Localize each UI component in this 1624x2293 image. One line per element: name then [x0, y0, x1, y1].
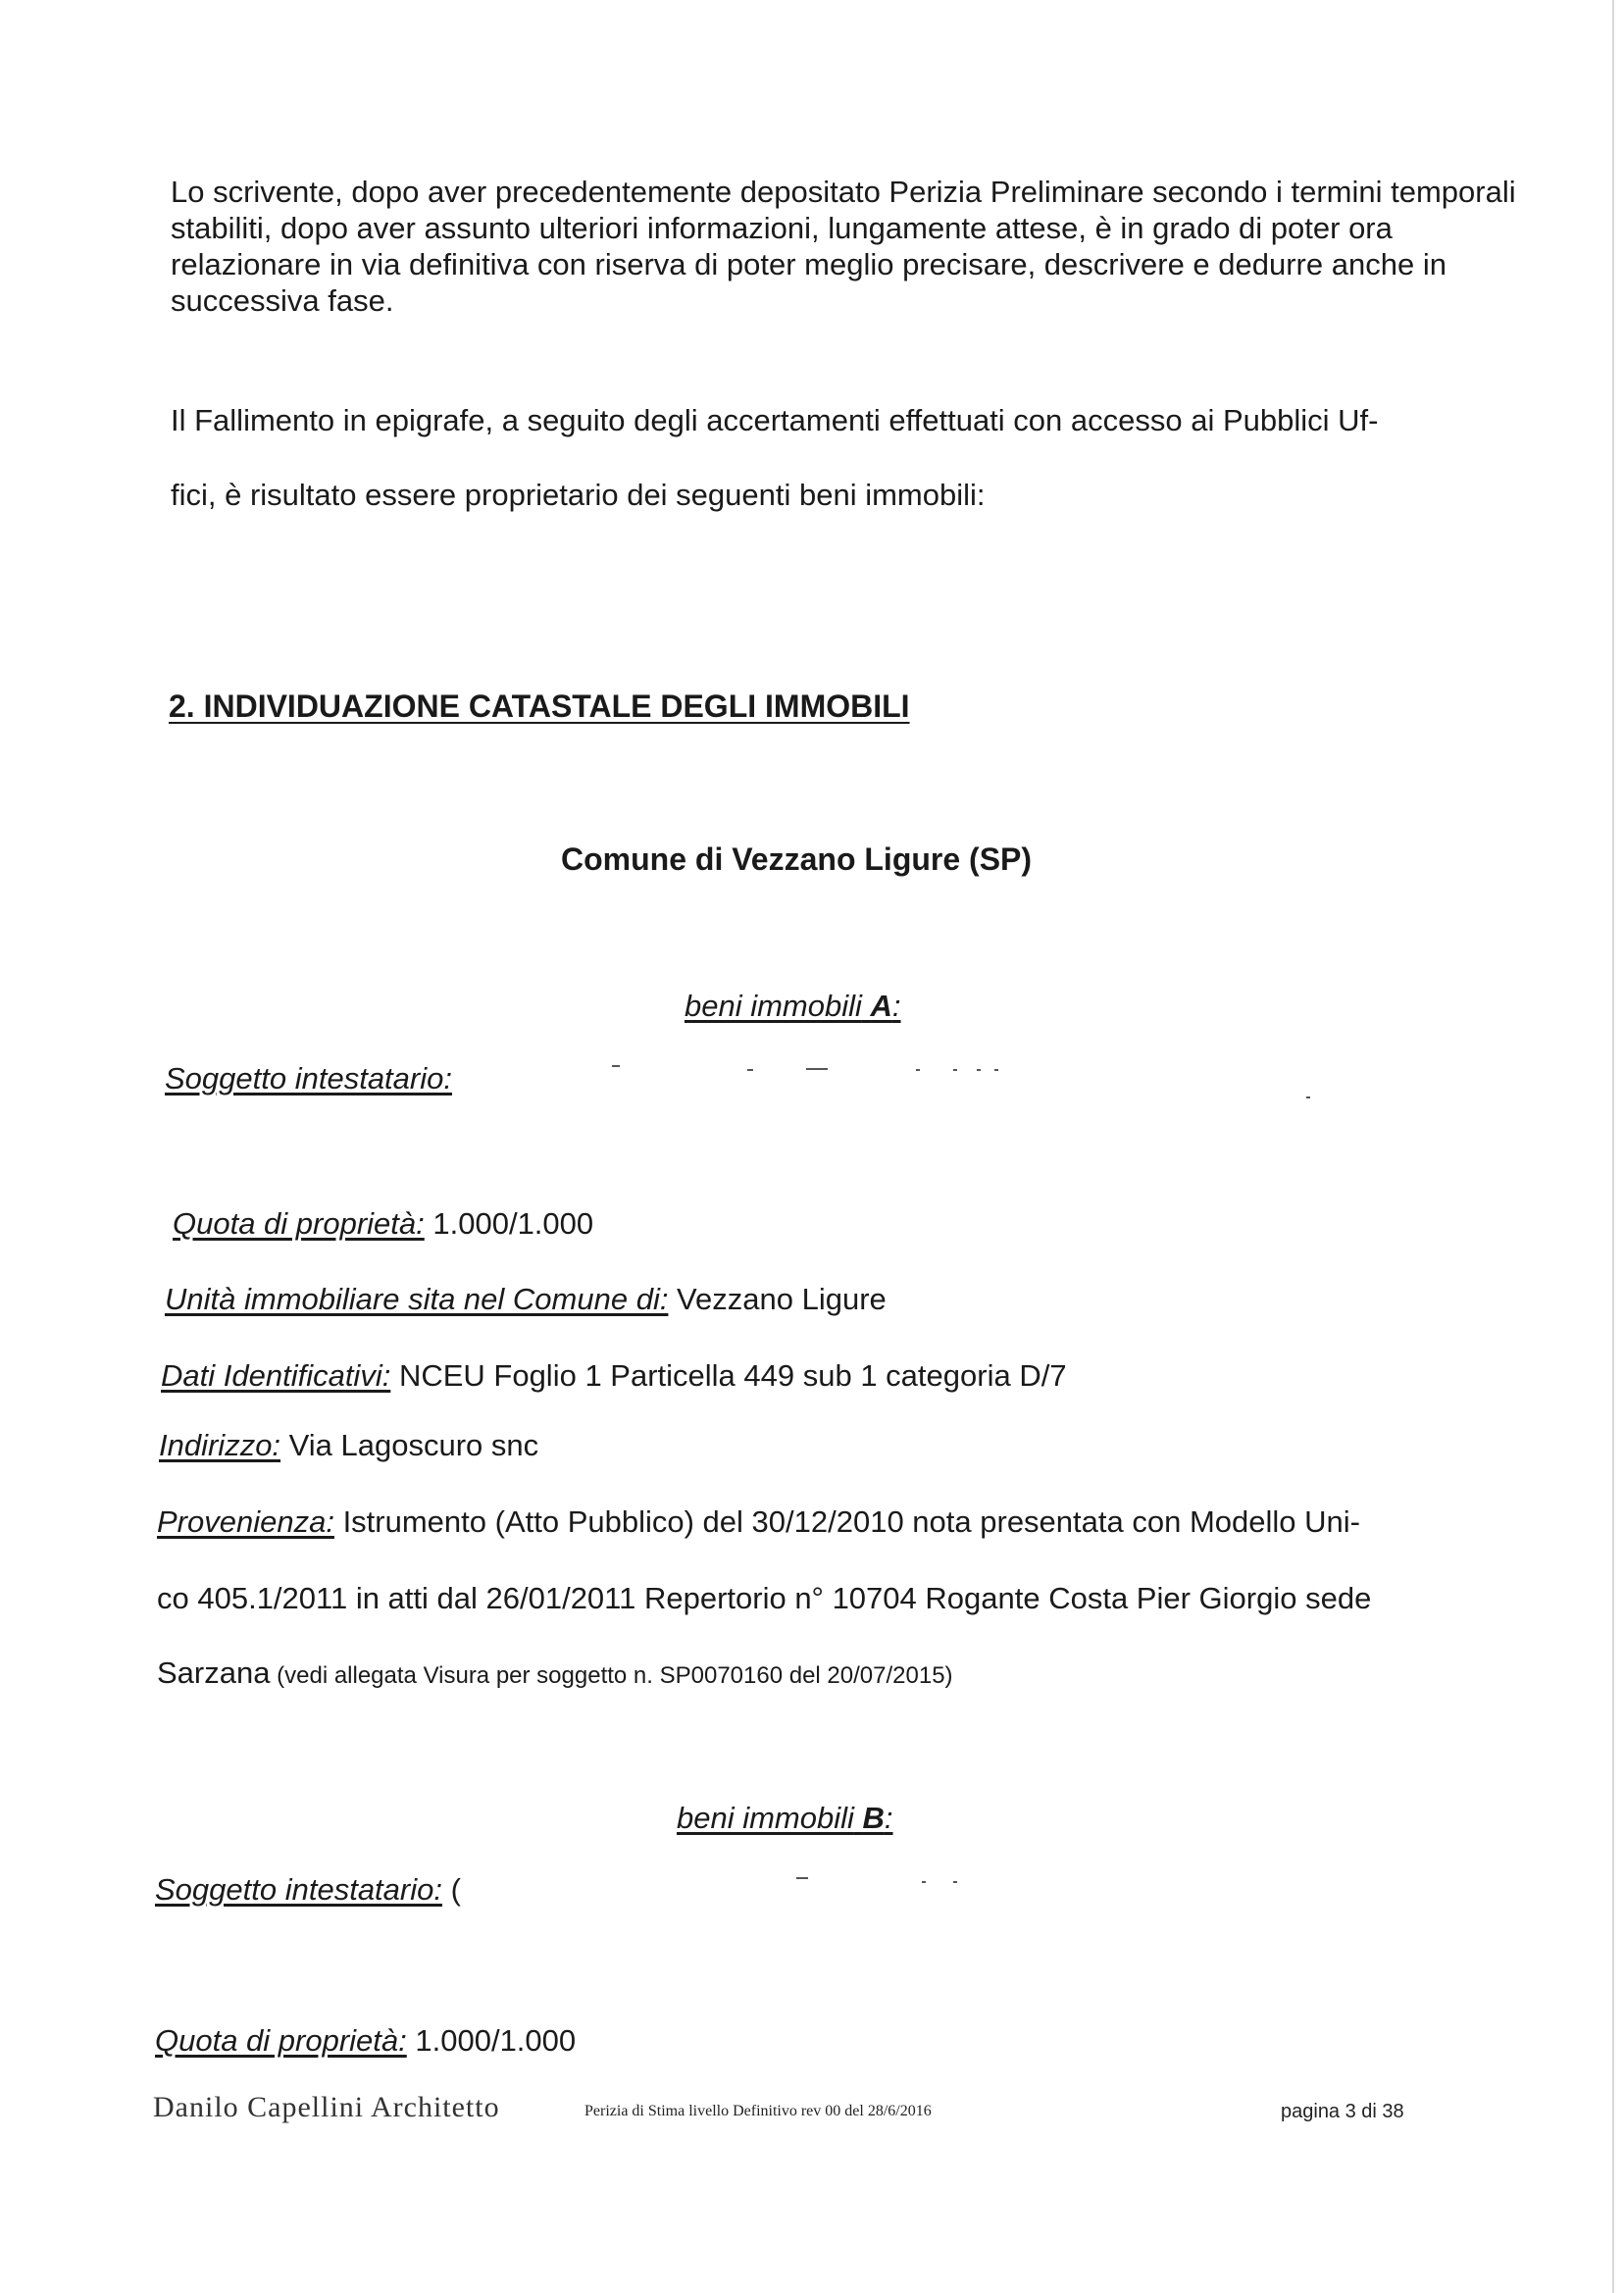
footer-document: Perizia di Stima livello Definitivo rev 00 del 28/6/2016: [584, 2103, 932, 2119]
beni-a-colon: :: [891, 989, 901, 1023]
redaction-mark: [916, 1069, 920, 1071]
beni-a-unita-label: Unità immobiliare sita nel Comune di:: [165, 1282, 669, 1316]
beni-a-letter: A: [870, 989, 892, 1023]
beni-a-provenienza-note: (vedi allegata Visura per soggetto n. SP0070160 del 20/07/2015): [270, 1662, 953, 1689]
scan-edge-line: [1612, 0, 1614, 2293]
redaction-mark: [953, 1069, 957, 1071]
intro-paragraph-2-line-2: fici, è risultato essere proprietario dei seguenti beni immobili:: [171, 478, 986, 512]
redaction-mark: [994, 1069, 998, 1071]
beni-a-quota-value: 1.000/1.000: [424, 1206, 594, 1241]
beni-b-quota-row: [155, 2022, 576, 2059]
beni-a-provenienza-line-1: Istrumento (Atto Pubblico) del 30/12/2010 nota presentata con Modello Uni-: [333, 1504, 1360, 1539]
beni-a-indirizzo-label: Indirizzo:: [159, 1428, 281, 1462]
intro-paragraph-2-line-1: Il Fallimento in epigrafe, a seguito degli accertamenti effettuati con accesso ai Pubblici Uf-: [171, 403, 1379, 437]
beni-a-unita-row: [165, 1281, 887, 1317]
beni-a-title-text: beni immobili: [685, 989, 862, 1023]
redaction-mark: [796, 1877, 808, 1879]
beni-b-soggetto-label: Soggetto intestatario:: [155, 1872, 442, 1907]
redaction-mark: [977, 1069, 981, 1071]
beni-a-soggetto-row: [165, 1060, 452, 1096]
beni-b-colon: :: [884, 1801, 893, 1835]
beni-a-indirizzo-value: Via Lagoscuro snc: [280, 1428, 539, 1462]
comune-title: Comune di Vezzano Ligure (SP): [561, 841, 1033, 877]
redaction-mark: [1306, 1096, 1310, 1098]
beni-b-quota-label: Quota di proprietà:: [155, 2023, 407, 2058]
beni-b-title-text: beni immobili: [677, 1801, 854, 1835]
beni-b-soggetto-row: [155, 1871, 461, 1908]
beni-a-provenienza-row: [157, 1503, 1360, 1540]
beni-b-letter: B: [862, 1801, 885, 1835]
redaction-mark: [953, 1881, 957, 1883]
beni-a-provenienza-label: Provenienza:: [157, 1504, 334, 1539]
beni-a-quota-label: Quota di proprietà:: [173, 1206, 425, 1241]
section-heading: 2. INDIVIDUAZIONE CATASTALE DEGLI IMMOBILI: [169, 688, 910, 724]
beni-a-dati-label: Dati Identificativi:: [161, 1358, 391, 1393]
intro-paragraph-1: Lo scrivente, dopo aver precedentemente depositato Perizia Preliminare secondo i termini temporali stabiliti, dopo aver assunto ulteriori informazioni, lungamente attese, è in grado di poter ora relazionare in via definitiva con riserva di poter meglio precisare, descrivere e dedurre anche in successiva fase.: [171, 175, 1516, 318]
beni-a-dati-row: [161, 1357, 1067, 1394]
beni-a-provenienza-line-3-row: [157, 1655, 953, 1694]
beni-b-soggetto-mark: (: [441, 1872, 461, 1907]
beni-a-quota-row: [173, 1205, 593, 1242]
beni-a-provenienza-line-2: co 405.1/2011 in atti dal 26/01/2011 Repertorio n° 10704 Rogante Costa Pier Giorgio sede: [157, 1581, 1372, 1615]
beni-a-indirizzo-row: [159, 1427, 538, 1463]
redaction-mark: [806, 1068, 828, 1070]
beni-b-title: [677, 1801, 893, 1836]
footer-page-number: pagina 3 di 38: [1281, 2101, 1404, 2122]
redaction-mark: [612, 1065, 620, 1067]
beni-a-dati-value: NCEU Foglio 1 Particella 449 sub 1 categoria D/7: [390, 1358, 1067, 1393]
beni-a-unita-value: Vezzano Ligure: [668, 1282, 887, 1316]
beni-b-quota-value: 1.000/1.000: [406, 2023, 577, 2058]
beni-a-provenienza-line-3: Sarzana: [157, 1656, 271, 1690]
beni-a-title: [685, 989, 901, 1024]
beni-a-soggetto-label: Soggetto intestatario:: [165, 1061, 452, 1096]
redaction-mark: [747, 1069, 753, 1071]
redaction-mark: [922, 1881, 926, 1883]
footer-author: Danilo Capellini Architetto: [153, 2091, 500, 2123]
